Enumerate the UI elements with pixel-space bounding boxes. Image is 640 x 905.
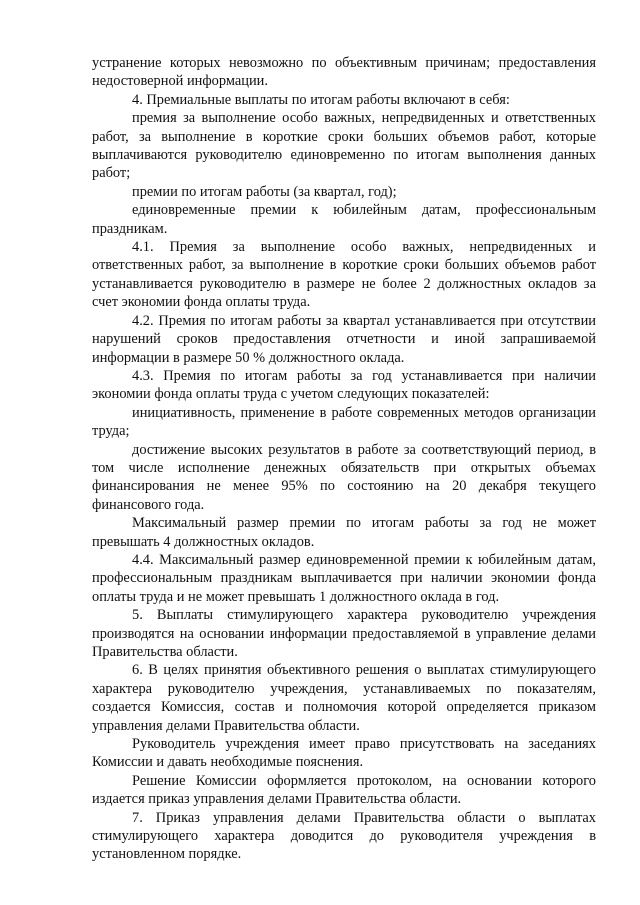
paragraph-item-4-4: 4.4. Максимальный размер единовременной премии к юбилейным датам, профессиональным праздникам выплачивается при наличии экономии фонда оплаты труда и не может превышать 1 должностного оклада в год. xyxy=(92,551,596,605)
paragraph-item-4: 4. Премиальные выплаты по итогам работы включают в себя: xyxy=(132,91,510,108)
paragraph-max-annual-bonus: Максимальный размер премии по итогам работы за год не может превышать 4 должностных окладов. xyxy=(92,515,596,550)
paragraph-bonus-period: премии по итогам работы (за квартал, год); xyxy=(132,183,397,200)
paragraph-head-right: Руководитель учреждения имеет право присутствовать на заседаниях Комиссии и давать необходимые пояснения. xyxy=(92,736,596,771)
paragraph-item-5: 5. Выплаты стимулирующего характера руководителю учреждения производятся на основании информации предоставляемой в управление делами Правительства области. xyxy=(92,607,596,660)
paragraph-commission-decision: Решение Комиссии оформляется протоколом, на основании которого издается приказ управления делами Правительства области. xyxy=(92,772,596,808)
paragraph-item-6: 6. В целях принятия объективного решения о выплатах стимулирующего характера руководителю учреждения, устанавливаемых по показателям, создается Комиссия, состав и полномочия которой определяется приказом управления делами Правительства области. xyxy=(92,662,596,734)
paragraph-item-4-2: 4.2. Премия по итогам работы за квартал устанавливается при отсутствии нарушений сроков предоставления отчетности и иной запрашиваемой информации в размере 50 % должностного оклада. xyxy=(92,312,596,366)
paragraph-bonus-special-work: премия за выполнение особо важных, непредвиденных и ответственных работ, за выполнение в короткие сроки больших объемов работ, которые выплачиваются руководителю единовременно по итогам выполнения данных работ; xyxy=(92,110,596,182)
paragraph-item-7: 7. Приказ управления делами Правительства области о выплатах стимулирующего характера доводится до руководителя учреждения в установленном порядке. xyxy=(92,809,596,863)
paragraph-item-4-3: 4.3. Премия по итогам работы за год устанавливается при наличии экономии фонда оплаты труда с учетом следующих показателей: xyxy=(92,367,596,403)
paragraph-continuation: устранение которых невозможно по объективным причинам; предоставления недостоверной информации. xyxy=(92,55,596,90)
paragraph-high-results: достижение высоких результатов в работе за соответствующий период, в том числе исполнение денежных обязательств при открытых объемах финансирования не менее 95% по состоянию на 20 декабря текущего финансового года. xyxy=(92,441,596,513)
paragraph-bonus-anniversary: единовременные премии к юбилейным датам, профессиональным праздникам. xyxy=(92,202,596,237)
paragraph-item-4-1: 4.1. Премия за выполнение особо важных, непредвиденных и ответственных работ, за выполнение в короткие сроки больших объемов работ устанавливается руководителю в размере не более 2 должностных окладов за счет экономии фонда оплаты труда. xyxy=(92,239,596,311)
paragraph-initiative: инициативность, применение в работе современных методов организации труда; xyxy=(92,404,596,440)
